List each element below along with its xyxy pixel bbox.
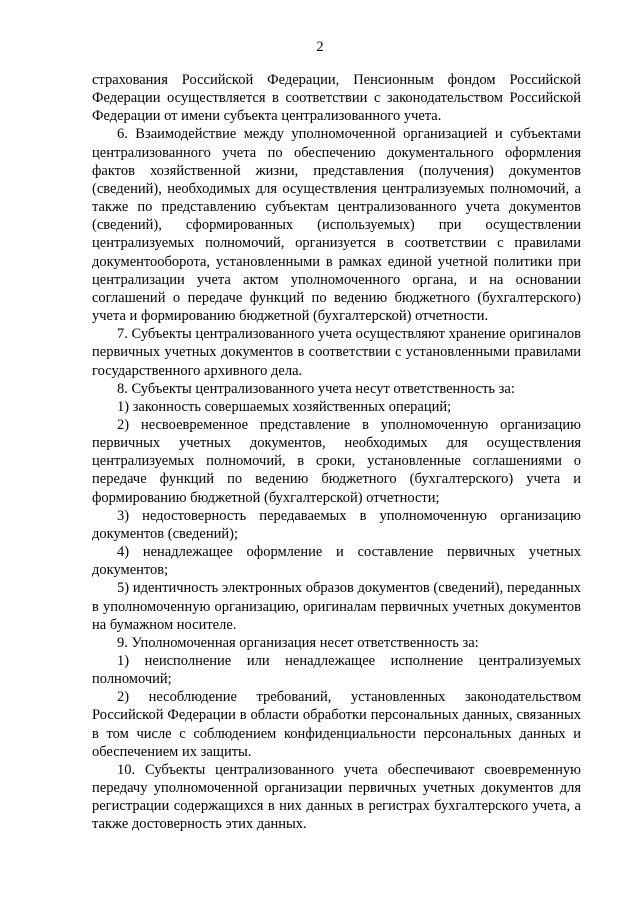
paragraph-item-7: 7. Субъекты централизованного учета осуществляют хранение оригиналов первичных учетных документов в соответствии с установленными правилами государственного архивного дела. [92,326,581,379]
paragraph-item-8-4: 4) ненадлежащее оформление и составление первичных учетных документов; [92,544,581,579]
page-number: 2 [316,39,324,55]
paragraph-item-8-1: 1) законность совершаемых хозяйственных операций; [117,398,452,415]
paragraph-item-9-2: 2) несоблюдение требований, установленных законодательством Российской Федерации в области обработки персональных данных, связанных в том числе с соблюдением конфиденциальности персональных данных и обеспечением их защиты. [92,689,581,760]
paragraph-item-10: 10. Субъекты централизованного учета обеспечивают своевременную передачу уполномоченной организации первичных учетных документов для регистрации содержащихся в них данных в регистрах бухгалтерского учета, а также достоверность этих данных. [92,761,581,833]
paragraph-item-6: 6. Взаимодействие между уполномоченной организацией и субъектами централизованного учета по обеспечению документального оформления фактов хозяйственной жизни, представления (получения) документов (сведений), необходимых для осуществления централизуемых полномочий, а также по представлению субъектам централизованного учета документов (сведений), сформированных (используемых) при осуществлении централизуемых полномочий, организуется в соответствии с правилами документооборота, установленными в рамках единой учетной политики при централизации учета актом уполномоченного органа, и на основании соглашений о передаче функций по ведению бюджетного (бухгалтерского) учета и формированию бюджетной (бухгалтерской) отчетности. [92,126,581,325]
paragraph-item-9-1: 1) неисполнение или ненадлежащее исполнение централизуемых полномочий; [92,653,581,688]
paragraph-continuation: страхования Российской Федерации, Пенсионным фондом Российской Федерации осуществляется в соответствии с законодательством Российской Федерации от имени субъекта централизованного учета. [92,72,581,125]
paragraph-item-9: 9. Уполномоченная организация несет ответственность за: [117,634,479,651]
paragraph-item-8-3: 3) недостоверность передаваемых в уполномоченную организацию документов (сведений); [92,507,581,542]
document-body [92,71,581,834]
paragraph-item-8-2: 2) несвоевременное представление в уполномоченную организацию первичных учетных документов, необходимых для осуществления централизуемых полномочий, в сроки, установленные соглашениями о передаче функций по ведению бюджетного (бухгалтерского) учета и формированию бюджетной (бухгалтерской) отчетности; [92,416,581,506]
paragraph-item-8-5: 5) идентичность электронных образов документов (сведений), переданных в уполномоченную организацию, оригиналам первичных учетных документов на бумажном носителе. [92,580,581,633]
paragraph-item-8: 8. Субъекты централизованного учета несут ответственность за: [117,380,515,397]
